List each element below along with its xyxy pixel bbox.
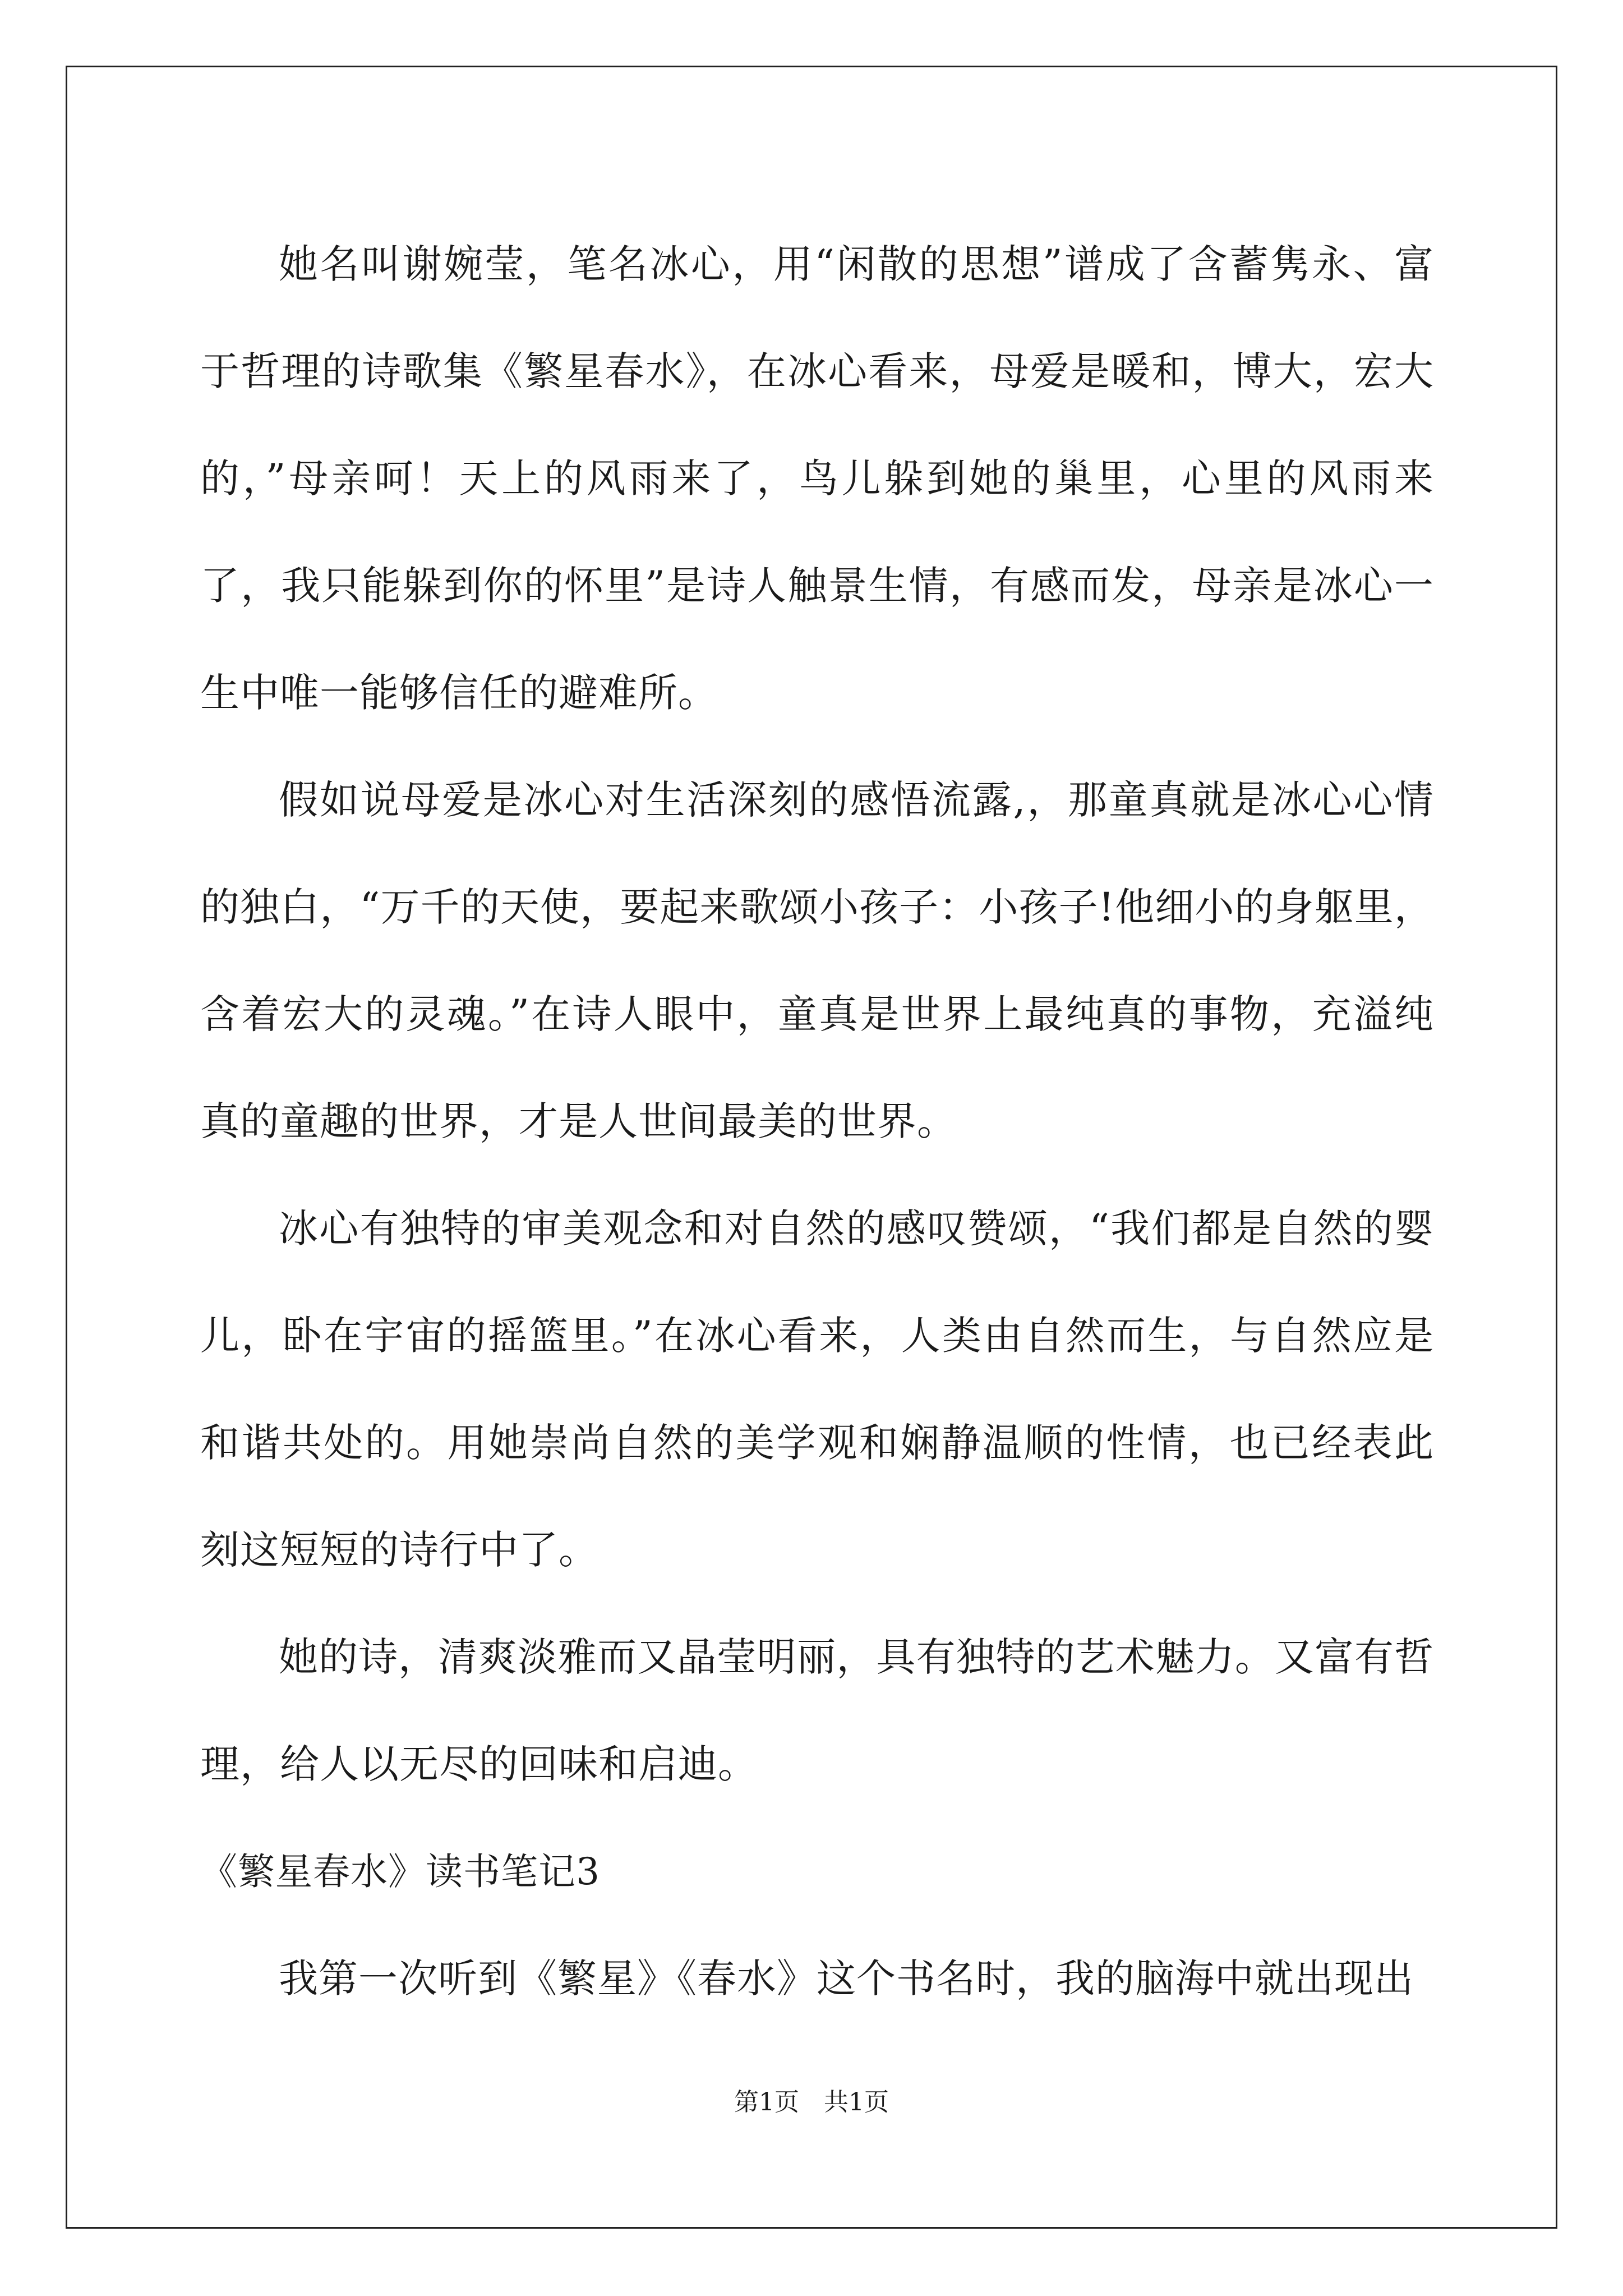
paragraph-4: 她的诗，清爽淡雅而又晶莹明丽，具有独特的艺术魅力。又富有哲理，给人以无尽的回味和启迪。 — [200, 1634, 1434, 1787]
paragraph-3: 冰心有独特的审美观念和对自然的感叹赞颂，“我们都是自然的婴儿，卧在宇宙的摇篮里。”在冰心看来，人类由自然而生，与自然应是和谐共处的。用她崇尚自然的美学观和娴静温顺的性情，也已经表此刻这短短的诗行中了。 — [200, 1205, 1434, 1573]
paragraph-1: 她名叫谢婉莹，笔名冰心，用“闲散的思想”谱成了含蓄隽永、富于哲理的诗歌集《繁星春水》，在冰心看来，母爱是暖和，博大，宏大的，”母亲呵！天上的风雨来了，鸟儿躲到她的巢里，心里的风雨来了，我只能躲到你的怀里”是诗人触景生情，有感而发，母亲是冰心一生中唯一能够信任的避难所。 — [200, 241, 1434, 716]
section-heading: 《繁星春水》读书笔记3 — [200, 1850, 600, 1893]
paragraph-2: 假如说母爱是冰心对生活深刻的感悟流露,，那童真就是冰心心情的独白，“万千的天使，要起来歌颂小孩子：小孩子!他细小的身躯里，含着宏大的灵魂。”在诗人眼中，童真是世界上最纯真的事物，充溢纯真的童趣的世界，才是人世间最美的世界。 — [200, 777, 1434, 1144]
document-body — [200, 211, 1434, 2032]
page-footer: 第1页 共1页 — [734, 2088, 889, 2116]
paragraph-5: 我第一次听到《繁星》《春水》这个书名时，我的脑海中就出现出 — [279, 1955, 1414, 2001]
